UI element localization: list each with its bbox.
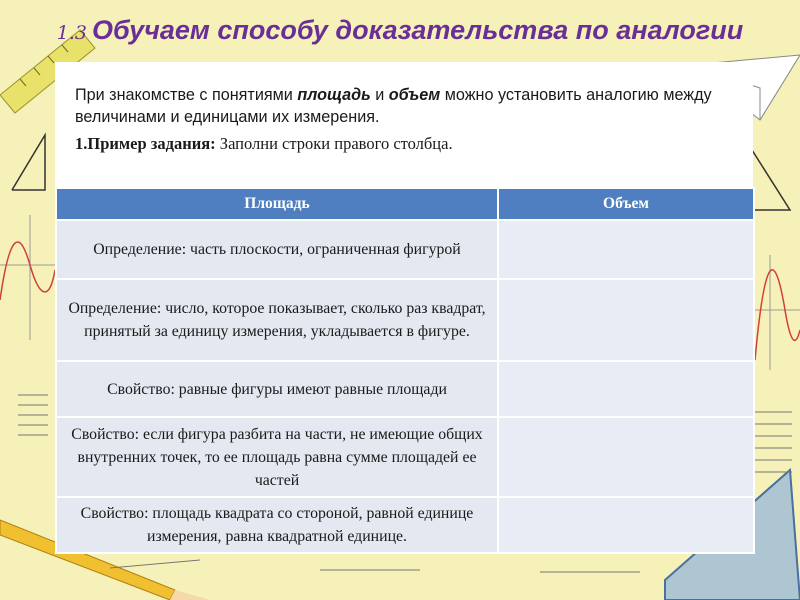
task-text — [75, 134, 715, 154]
slide-number: 1.3 — [56, 22, 87, 44]
header-area: Площадь — [56, 188, 498, 220]
volume-cell[interactable] — [498, 279, 754, 361]
area-cell: Определение: часть плоскости, ограниченная фигурой — [56, 220, 498, 279]
volume-cell[interactable] — [498, 361, 754, 417]
intro-term-volume: объем — [388, 86, 441, 104]
table-row — [56, 497, 754, 553]
comparison-table — [55, 187, 755, 554]
task-instruction: Заполни строки правого столбца. — [215, 134, 453, 153]
volume-cell[interactable] — [498, 220, 754, 279]
intro-part1: При знакомстве с понятиями — [75, 86, 298, 104]
table-row — [56, 417, 754, 497]
area-cell: Свойство: равные фигуры имеют равные площади — [56, 361, 498, 417]
content-panel — [55, 62, 753, 554]
volume-cell[interactable] — [498, 497, 754, 553]
table-row — [56, 220, 754, 279]
area-cell: Определение: число, которое показывает, сколько раз квадрат, принятый за единицу измерения, укладывается в фигуре. — [56, 279, 498, 361]
area-cell: Свойство: если фигура разбита на части, не имеющие общих внутренних точек, то ее площадь равна сумме площадей ее частей — [56, 417, 498, 497]
volume-cell[interactable] — [498, 417, 754, 497]
intro-term-area: площадь — [297, 86, 371, 104]
triangle-abc-left-icon — [12, 135, 45, 190]
intro-part2: и — [370, 86, 389, 104]
intro-text — [75, 84, 715, 128]
intro-part3: можно установить аналогию между величинами и единицами их измерения. — [75, 86, 712, 126]
table-row — [56, 279, 754, 361]
slide-title-text: Обучаем способу доказательства по аналогии — [92, 15, 744, 45]
sine-graph-left-icon — [0, 215, 55, 340]
table-row — [56, 361, 754, 417]
triangle-abc-right-icon — [752, 150, 790, 210]
task-label: 1.Пример задания: — [75, 134, 216, 153]
table-header-row — [56, 188, 754, 220]
area-cell: Свойство: площадь квадрата со стороной, равной единице измерения, равна квадратной единице. — [56, 497, 498, 553]
header-volume: Объем — [498, 188, 754, 220]
graph-right-icon — [755, 255, 800, 370]
